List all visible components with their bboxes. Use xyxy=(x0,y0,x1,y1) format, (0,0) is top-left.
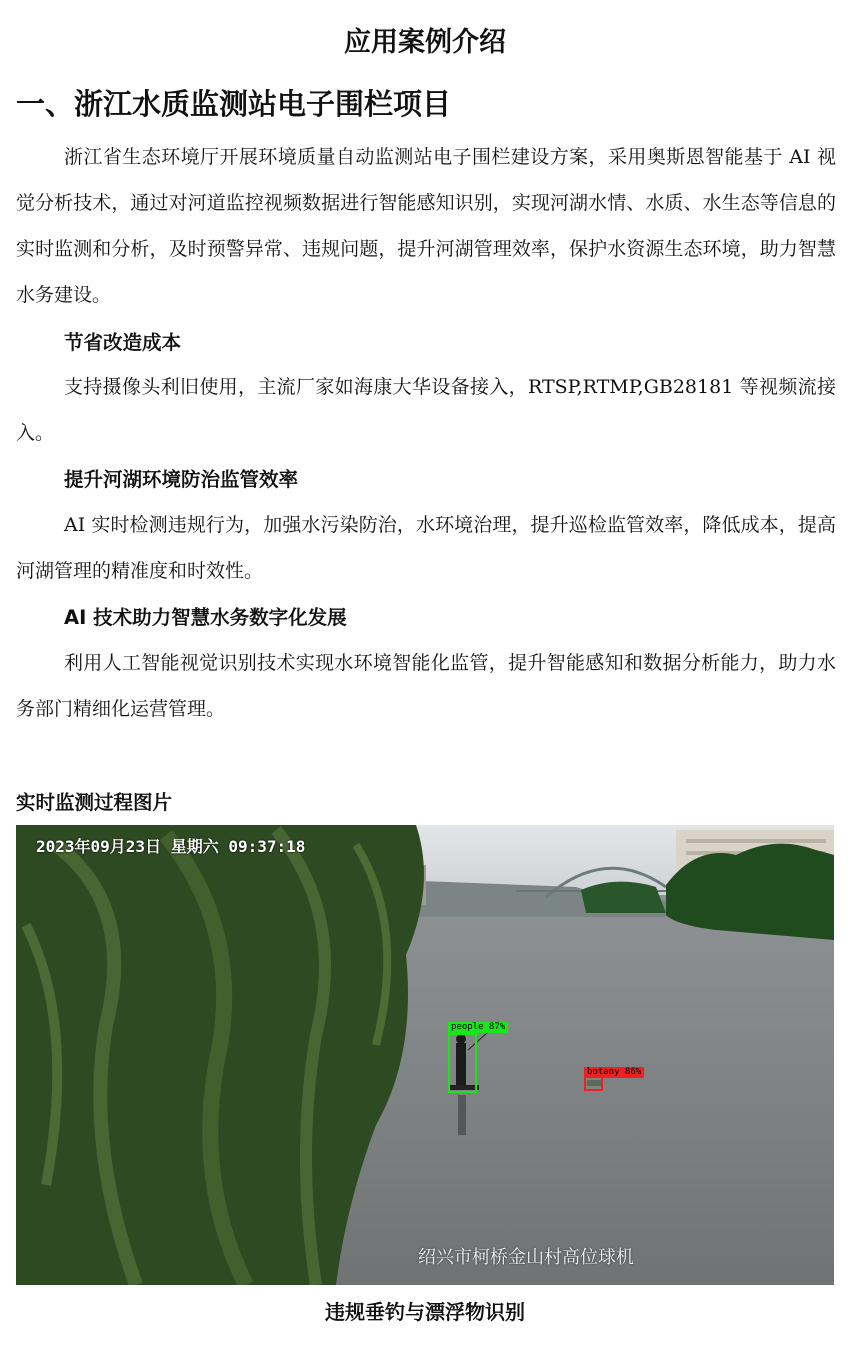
page-title: 应用案例介绍 xyxy=(344,27,506,58)
detection-box-botany xyxy=(584,1076,603,1091)
figure-caption: 违规垂钓与漂浮物识别 xyxy=(325,1300,525,1324)
point-heading-efficiency: 提升河湖环境防治监管效率 xyxy=(64,468,299,491)
point-heading-ai: AI 技术助力智慧水务数字化发展 xyxy=(64,606,347,629)
point-body-ai: 利用人工智能视觉识别技术实现水环境智能化监管，提升智能感知和数据分析能力，助力水务部门精细化运营管理。 xyxy=(16,652,836,720)
detection-label-people: people 87% xyxy=(448,1022,508,1033)
detection-box-people xyxy=(448,1033,477,1093)
point-body-efficiency: AI 实时检测违规行为，加强水污染防治，水环境治理，提升巡检监管效率，降低成本，提高河湖管理的精准度和时效性。 xyxy=(16,514,836,582)
river-scene-illustration xyxy=(16,825,834,1285)
figure-label: 实时监测过程图片 xyxy=(16,791,173,814)
point-heading-cost: 节省改造成本 xyxy=(64,331,182,354)
detection-label-botany: botany 86% xyxy=(584,1067,644,1078)
monitoring-photo xyxy=(16,825,834,1285)
point-body-cost: 支持摄像头利旧使用，主流厂家如海康大华设备接入，RTSP,RTMP,GB28181 等视频流接入。 xyxy=(16,376,836,444)
camera-name-overlay: 绍兴市柯桥金山村高位球机 xyxy=(418,1247,634,1268)
camera-timestamp: 2023年09月23日 星期六 09:37:18 xyxy=(36,837,306,856)
section-heading: 一、浙江水质监测站电子围栏项目 xyxy=(16,87,452,121)
intro-paragraph: 浙江省生态环境厅开展环境质量自动监测站电子围栏建设方案，采用奥斯恩智能基于 AI 视觉分析技术，通过对河道监控视频数据进行智能感知识别，实现河湖水情、水质、水生态等信息的实时监测和分析，及时预警异常、违规问题，提升河湖管理效率，保护水资源生态环境，助力智慧水务建设。 xyxy=(16,146,836,306)
